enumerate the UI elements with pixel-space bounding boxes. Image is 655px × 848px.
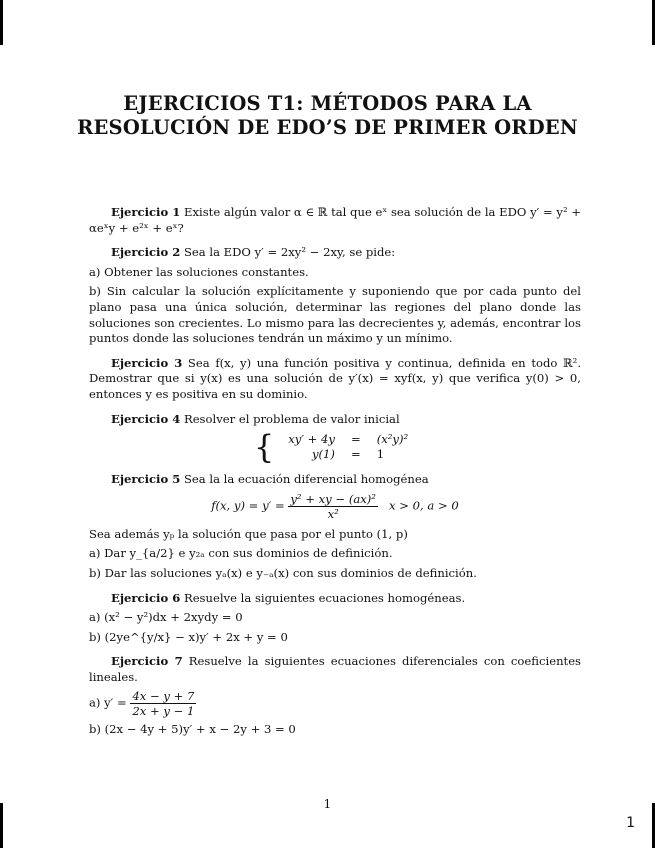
brace-symbol: { — [253, 428, 275, 467]
equation-system — [89, 428, 581, 467]
fraction-numerator: y² + xy − (ax)² — [290, 491, 376, 506]
exercise-7-a — [89, 689, 581, 718]
exercise-text: Resolver el problema de valor inicial — [180, 411, 400, 426]
page-title — [60, 92, 595, 140]
eq-lhs: f(x, y) = y′ = — [211, 498, 285, 513]
fraction-denominator: x² — [327, 506, 339, 521]
page-number: 1 — [323, 797, 332, 811]
exercise-5-b: b) Dar las soluciones yₐ(x) e y₋ₐ(x) con sus dominios de definición. — [89, 565, 477, 580]
title-line-1: EJERCICIOS T1: MÉTODOS PARA LA — [123, 92, 532, 115]
exercise-text: Sea la EDO y′ = 2xy² − 2xy, se pide: — [180, 245, 396, 260]
exercise-2 — [89, 245, 581, 347]
exercise-label: Ejercicio 2 — [111, 245, 181, 260]
exercise-label: Ejercicio 4 — [111, 411, 181, 426]
exercise-3 — [89, 356, 581, 403]
exercise-label: Ejercicio 1 — [111, 205, 181, 219]
exercise-label: Ejercicio 3 — [111, 355, 183, 370]
exercise-5-a: a) Dar y_{a/2} e y₂ₐ con sus dominios de definición. — [89, 546, 393, 561]
crop-mark — [0, 0, 3, 45]
exercise-label: Ejercicio 7 — [111, 654, 183, 669]
exercise-7 — [89, 654, 581, 738]
exercise-6-a: a) (x² − y²)dx + 2xydy = 0 — [89, 610, 243, 625]
exercise-2-b: b) Sin calcular la solución explícitamente y suponiendo que por cada punto del plano pasa una única solución, determinar las regiones del plano donde las soluciones son crecientes. Lo mismo para las decrecientes y, además, encontrar los puntos donde las soluciones tendrán un máximo y un mínimo. — [89, 284, 581, 346]
fraction — [130, 689, 196, 718]
title-line-2: RESOLUCIÓN DE EDO’S DE PRIMER ORDEN — [77, 116, 578, 139]
exercise-text: Sea la la ecuación diferencial homogénea — [180, 472, 429, 487]
document-body — [89, 205, 581, 747]
exercise-5-p: Sea además yₚ la solución que pasa por el punto (1, p) — [89, 526, 408, 541]
exercise-text: Existe algún valor α ∈ ℝ tal que eˣ sea solución de la EDO y′ = y² + αeˣy + e²ˣ + eˣ? — [89, 205, 582, 235]
exercise-2-a: a) Obtener las soluciones constantes. — [89, 264, 309, 279]
eq-lhs: a) y′ = — [89, 695, 127, 710]
fraction-denominator: 2x + y − 1 — [132, 704, 195, 719]
exercise-1 — [89, 205, 581, 236]
fraction-numerator: 4x − y + 7 — [132, 689, 195, 704]
exercise-4 — [89, 411, 581, 467]
fraction — [288, 492, 378, 521]
eq-rhs: (x²y)² — [376, 432, 409, 447]
exercise-5 — [89, 472, 581, 581]
exercise-text: Sea f(x, y) una función positiva y continua, definida en todo ℝ². Demostrar que si y(x) es una solución de y′(x) = xyf(x, y) que verifica y(0) > 0, entonces y es positiva en su dominio. — [89, 355, 581, 401]
viewer-page-indicator: 1 — [626, 815, 635, 831]
exercise-text: Resuelve la siguientes ecuaciones diferenciales con coeficientes lineales. — [89, 654, 581, 684]
exercise-7-b: b) (2x − 4y + 5)y′ + x − 2y + 3 = 0 — [89, 722, 296, 737]
exercise-label: Ejercicio 5 — [111, 472, 181, 487]
exercise-label: Ejercicio 6 — [111, 590, 181, 605]
exercise-6 — [89, 591, 581, 646]
eq-condition: x > 0, a > 0 — [389, 498, 459, 513]
exercise-text: Resuelve la siguientes ecuaciones homogéneas. — [180, 590, 466, 605]
display-equation — [89, 492, 581, 521]
exercise-6-b: b) (2ye^{y/x} − x)y′ + 2x + y = 0 — [89, 629, 288, 644]
eq-rhs: 1 — [376, 447, 385, 462]
eq-lhs: xy′ + 4y — [288, 432, 335, 447]
eq-lhs: y(1) — [311, 447, 335, 462]
eq-sign: = — [350, 432, 361, 447]
eq-sign: = — [350, 447, 361, 462]
